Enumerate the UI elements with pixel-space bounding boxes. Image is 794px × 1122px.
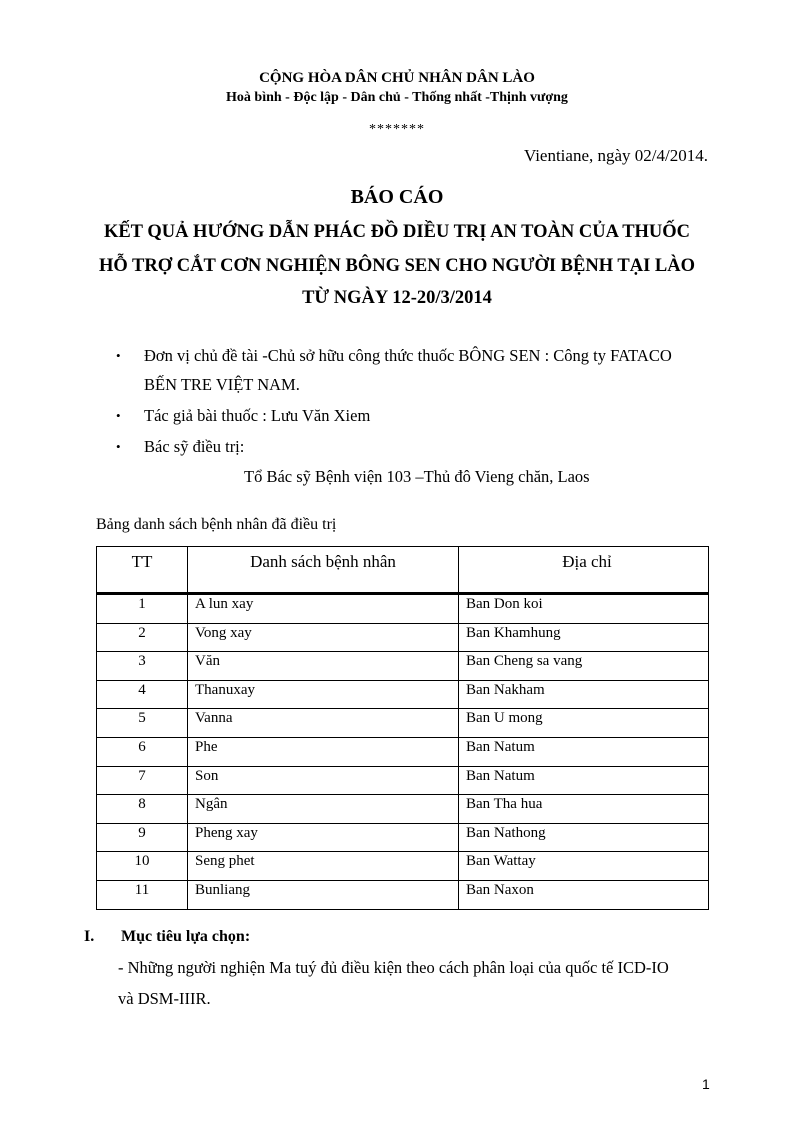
row-address: Ban Natum [459,766,709,795]
table-row [97,823,709,852]
nation-header: CỘNG HÒA DÂN CHỦ NHÂN DÂN LÀO [259,70,535,86]
row-address: Ban Tha hua [459,795,709,824]
bullet-dot: • [116,348,121,363]
row-patient-name: Thanuxay [188,680,459,709]
table-row [97,623,709,652]
section-number: I. [84,928,95,945]
table-row [97,795,709,824]
header-address: Địa chỉ [459,547,709,594]
place-date: Vientiane, ngày 02/4/2014. [523,146,708,165]
document-title: BÁO CÁO [350,186,444,208]
table-row [97,594,709,624]
row-address: Ban Nakham [459,680,709,709]
row-patient-name: Ngân [188,795,459,824]
bullet-dot: • [116,439,121,454]
title-line-1: KẾT QUẢ HƯỚNG DẪN PHÁC ĐỒ DIỀU TRỊ AN TOÀN CỦA THUỐC [103,222,691,242]
row-tt: 2 [97,623,188,652]
section-text-line-2: và DSM-IIIR. [118,989,211,1008]
table-header-row [97,547,709,594]
bullet-unit-continued: BẾN TRE VIỆT NAM. [144,375,300,394]
row-address: Ban U mong [459,709,709,738]
row-address: Ban Natum [459,737,709,766]
bullet-dot: • [116,408,121,423]
page-number: 1 [702,1076,710,1092]
section-title: Mục tiêu lựa chọn: [121,928,251,945]
row-tt: 4 [97,680,188,709]
row-tt: 1 [97,594,188,624]
table-caption: Bảng danh sách bệnh nhân đã điều trị [96,516,337,533]
title-line-2: HỖ TRỢ CẮT CƠN NGHIỆN BÔNG SEN CHO NGƯỜI BỆNH TẠI LÀO [98,256,696,276]
row-tt: 3 [97,652,188,681]
row-address: Ban Wattay [459,852,709,881]
section-text-line-1: - Những người nghiện Ma tuý đủ điều kiện theo cách phân loại của quốc tế ICD-IO [118,958,669,977]
bullet-doctor: Bác sỹ điều trị: [144,437,245,456]
bullet-author: Tác giả bài thuốc : Lưu Văn Xiem [144,406,371,425]
row-patient-name: Phe [188,737,459,766]
table-row [97,766,709,795]
table-row [97,852,709,881]
table-row [97,737,709,766]
bullet-unit: Đơn vị chủ đề tài -Chủ sở hữu công thức thuốc BÔNG SEN : Công ty FATACO [144,346,672,365]
row-patient-name: A lun xay [188,594,459,624]
national-motto: Hoà bình - Độc lập - Dân chủ - Thống nhất -Thịnh vượng [226,90,568,105]
row-patient-name: Văn [188,652,459,681]
row-address: Ban Cheng sa vang [459,652,709,681]
row-tt: 8 [97,795,188,824]
row-tt: 5 [97,709,188,738]
row-address: Ban Don koi [459,594,709,624]
title-line-3: TỪ NGÀY 12-20/3/2014 [302,288,492,308]
row-address: Ban Naxon [459,880,709,909]
row-patient-name: Vanna [188,709,459,738]
row-patient-name: Seng phet [188,852,459,881]
table-row [97,880,709,909]
separator-stars: ******* [369,122,425,137]
row-tt: 7 [97,766,188,795]
row-patient-name: Son [188,766,459,795]
row-tt: 9 [97,823,188,852]
row-patient-name: Bunliang [188,880,459,909]
table-row [97,709,709,738]
row-patient-name: Pheng xay [188,823,459,852]
row-tt: 6 [97,737,188,766]
row-tt: 11 [97,880,188,909]
row-address: Ban Nathong [459,823,709,852]
header-patient-name: Danh sách bệnh nhân [188,547,459,594]
row-address: Ban Khamhung [459,623,709,652]
row-tt: 10 [97,852,188,881]
header-tt: TT [97,547,188,594]
row-patient-name: Vong xay [188,623,459,652]
table-row [97,680,709,709]
table-row [97,652,709,681]
patients-table [96,546,709,910]
doctor-team: Tổ Bác sỹ Bệnh viện 103 –Thủ đô Vieng chăn, Laos [244,467,590,486]
